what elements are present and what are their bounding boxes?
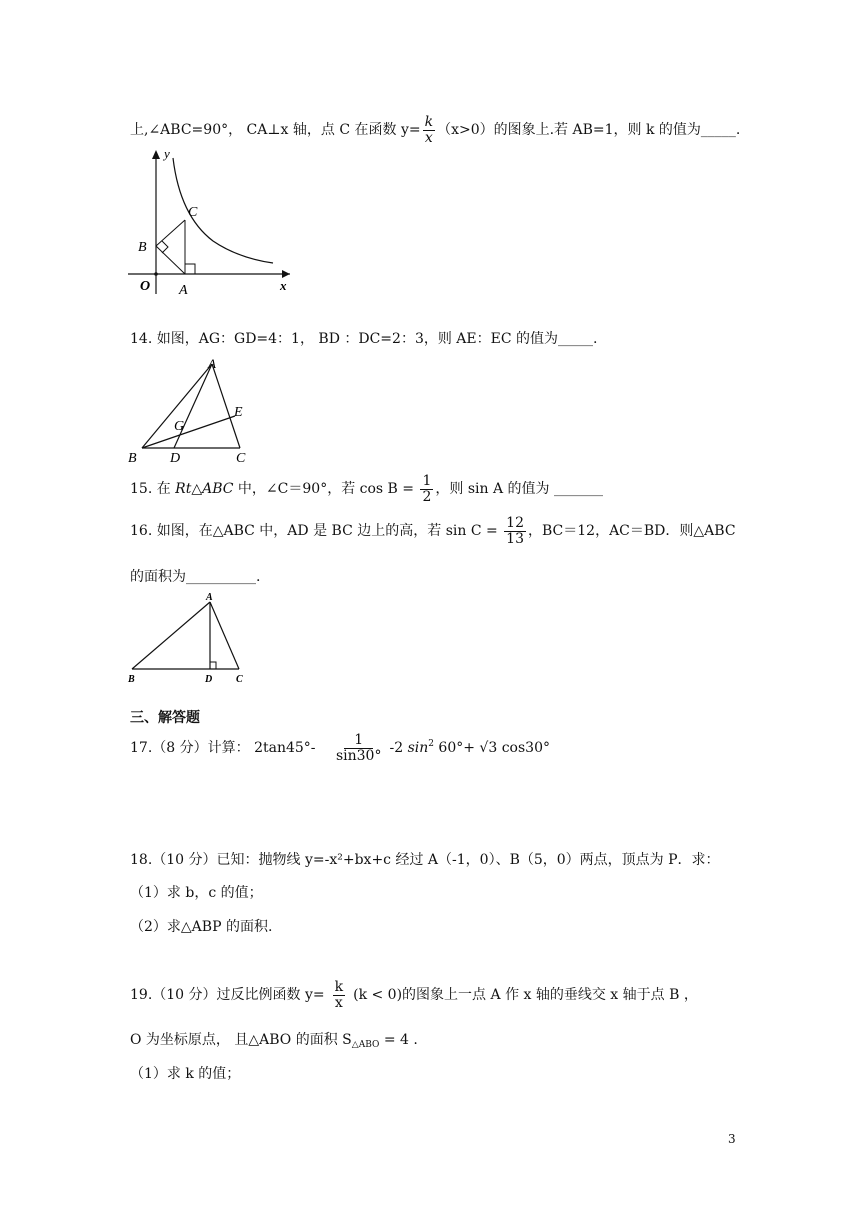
q19-text-2a: O 为坐标原点， 且△ABO 的面积 S (130, 1032, 352, 1048)
q18-line-3: （2）求△ABP 的面积. (130, 919, 273, 935)
q13-label-o: O (140, 279, 151, 294)
q19-line-2 (130, 1029, 418, 1050)
q19-text-2: (k < 0)的图象上一点 A 作 x 轴的垂线交 x 轴于点 B ， (353, 987, 698, 1004)
q17-text-1: 17.（8 分）计算： 2tan45°- (130, 740, 316, 757)
q14-label-c: C (236, 451, 246, 466)
q15-frac-num: 1 (422, 473, 432, 489)
q13-figure (128, 146, 298, 296)
q15-frac-den: 2 (422, 488, 432, 505)
q16-text-1: 16. 如图，在△ABC 中，AD 是 BC 边上的高，若 sin C = (130, 523, 503, 540)
q13-label-x: x (280, 278, 287, 293)
q17-text-2: -2 (389, 740, 408, 757)
q13-label-c: C (188, 205, 198, 220)
q13-label-a: A (179, 283, 188, 296)
q14-label-d: D (170, 451, 181, 466)
q16-fraction (504, 516, 526, 546)
q17-text-5: 60°+ √3 cos30° (433, 740, 550, 757)
q19-fraction (333, 980, 345, 1010)
q16-line-2: 的面积为__________. (130, 569, 261, 585)
q13-fraction (423, 115, 435, 145)
q13-text-b: （x>0）的图象上.若 AB=1，则 k 的值为_____. (437, 122, 741, 139)
q18-line-2: （1）求 b，c 的值； (130, 885, 263, 901)
q14-label-b: B (128, 451, 137, 466)
q17-frac-num: 1 (344, 733, 373, 749)
q15-text-2: Rt△ABC (175, 481, 234, 498)
q14-label-a: A (208, 356, 216, 371)
q16-frac-num: 12 (506, 515, 524, 531)
q16-line (130, 516, 736, 546)
q15-line (130, 474, 603, 504)
q18-line-1: 18.（10 分）已知：抛物线 y=-x²+bx+c 经过 A（-1，0）、B（5，0）两点，顶点为 P．求： (130, 852, 720, 868)
q15-text-4: ，则 sin A 的值为 _______ (435, 481, 603, 498)
q15-fraction (420, 474, 433, 504)
q16-frac-den: 13 (506, 530, 524, 547)
q19-text-1: 19.（10 分）过反比例函数 y= (130, 987, 325, 1004)
q17-text-3: sin (407, 740, 429, 757)
q19-frac-den: x (334, 994, 343, 1011)
q13-label-y: y (164, 146, 170, 161)
q19-text-2b: = 4 . (379, 1032, 418, 1048)
q13-text-a: 上,∠ABC=90°， CA⊥x 轴，点 C 在函数 y= (130, 122, 421, 139)
q15-text-1: 15. 在 (130, 481, 176, 498)
q16-label-c: C (236, 674, 243, 685)
q14-figure (128, 356, 258, 466)
q13-line (130, 115, 740, 145)
q17-exponent: 2 (428, 739, 434, 750)
q16-label-b: B (128, 674, 135, 685)
q16-figure (126, 590, 251, 685)
q13-label-b: B (138, 240, 147, 255)
q13-frac-den: x (424, 129, 433, 146)
page-number: 3 (728, 1132, 736, 1146)
q14-label-g: G (174, 419, 185, 434)
q16-label-d: D (205, 674, 213, 685)
q19-subscript: △ABO (351, 1040, 380, 1050)
q15-text-3: 中，∠C＝90°，若 cos B = (233, 481, 419, 498)
q13-frac-num: k (424, 114, 434, 130)
q19-frac-num: k (334, 979, 344, 995)
q19-line-1 (130, 980, 698, 1010)
q14-line: 14. 如图，AG：GD=4：1， BD ：DC=2：3，则 AE：EC 的值为_____. (130, 331, 598, 347)
q16-text-2: ，BC＝12，AC＝BD．则△ABC (528, 523, 736, 540)
q16-label-a: A (206, 592, 213, 603)
q17-fraction (334, 733, 384, 763)
section-heading: 三、解答题 (130, 710, 200, 726)
q19-line-3: （1）求 k 的值； (130, 1066, 241, 1082)
q17-line (130, 733, 550, 763)
q17-frac-den: sin30° (335, 747, 382, 764)
q14-label-e: E (234, 405, 243, 420)
